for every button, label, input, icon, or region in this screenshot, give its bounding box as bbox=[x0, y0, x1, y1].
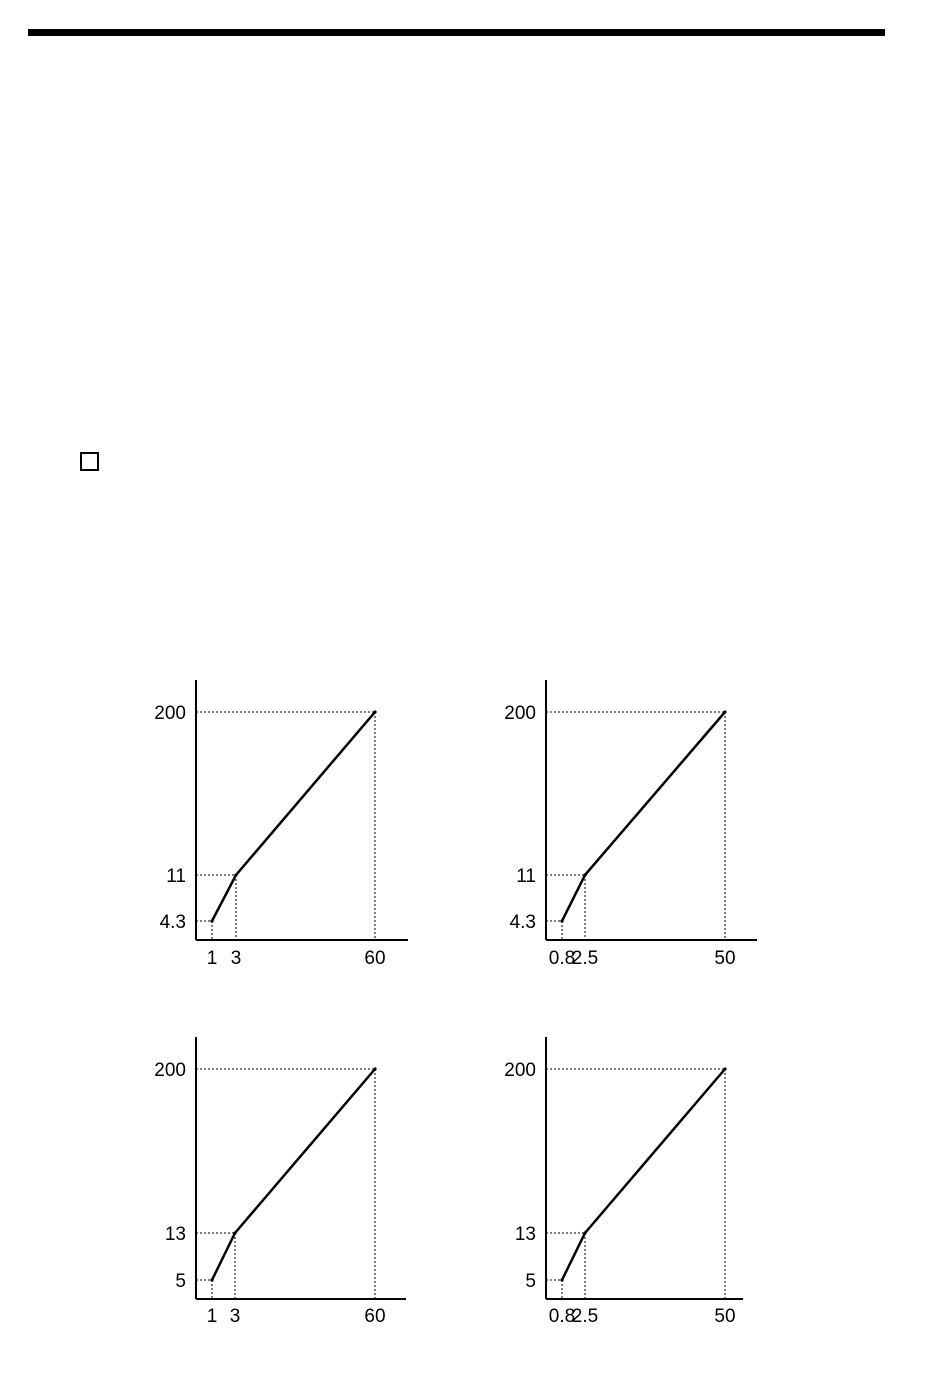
chart-2-x-tick-label: 2.5 bbox=[571, 948, 599, 969]
chart-4-y-tick-label: 13 bbox=[514, 1224, 536, 1245]
chart-2-y-tick-label: 200 bbox=[504, 703, 536, 724]
chart-2-y-tick-label: 4.3 bbox=[509, 912, 536, 933]
chart-1-x-tick-label: 3 bbox=[230, 948, 242, 969]
chart-1-x-tick-label: 1 bbox=[206, 948, 218, 969]
chart-4-data-point-2 bbox=[583, 1231, 586, 1234]
chart-3-y-tick-label: 5 bbox=[175, 1271, 186, 1292]
chart-4-x-tick-label: 0.8 bbox=[548, 1306, 576, 1327]
chart-2-data-point-2 bbox=[583, 873, 586, 876]
chart-4-x-tick-label: 2.5 bbox=[571, 1306, 599, 1327]
chart-1-data-point-3 bbox=[373, 710, 376, 713]
chart-3-x-tick-label: 60 bbox=[364, 1306, 386, 1327]
chart-4-data-point-3 bbox=[723, 1067, 726, 1070]
chart-1-y-tick-label: 11 bbox=[166, 866, 186, 887]
chart-3-data-line bbox=[212, 1069, 375, 1280]
chart-2-y-tick-label: 11 bbox=[516, 866, 536, 887]
chart-4-data-point-1 bbox=[560, 1278, 563, 1281]
chart-2-data-line bbox=[562, 712, 725, 921]
chart-2-data-point-3 bbox=[723, 710, 726, 713]
chart-2-data-point-1 bbox=[560, 919, 563, 922]
chart-1-data-point-1 bbox=[210, 919, 213, 922]
chart-3-data-point-2 bbox=[233, 1231, 236, 1234]
chart-1-data-line bbox=[212, 712, 375, 921]
chart-1-y-tick-label: 200 bbox=[154, 703, 186, 724]
chart-4-y-tick-label: 200 bbox=[504, 1060, 536, 1081]
chart-1-x-tick-label: 60 bbox=[364, 948, 386, 969]
chart-3-data-point-1 bbox=[210, 1278, 213, 1281]
chart-4-y-tick-label: 5 bbox=[525, 1271, 536, 1292]
chart-3-y-tick-label: 200 bbox=[154, 1060, 186, 1081]
chart-4-data-line bbox=[562, 1069, 725, 1280]
chart-2-x-tick-label: 50 bbox=[714, 948, 736, 969]
chart-3-y-tick-label: 13 bbox=[164, 1224, 186, 1245]
chart-2-x-tick-label: 0.8 bbox=[548, 948, 576, 969]
chart-3-data-point-3 bbox=[373, 1067, 376, 1070]
chart-4-x-tick-label: 50 bbox=[714, 1306, 736, 1327]
chart-3-x-tick-label: 1 bbox=[206, 1306, 218, 1327]
chart-1-y-tick-label: 4.3 bbox=[159, 912, 186, 933]
chart-1-data-point-2 bbox=[234, 873, 237, 876]
chart-3-x-tick-label: 3 bbox=[229, 1306, 241, 1327]
